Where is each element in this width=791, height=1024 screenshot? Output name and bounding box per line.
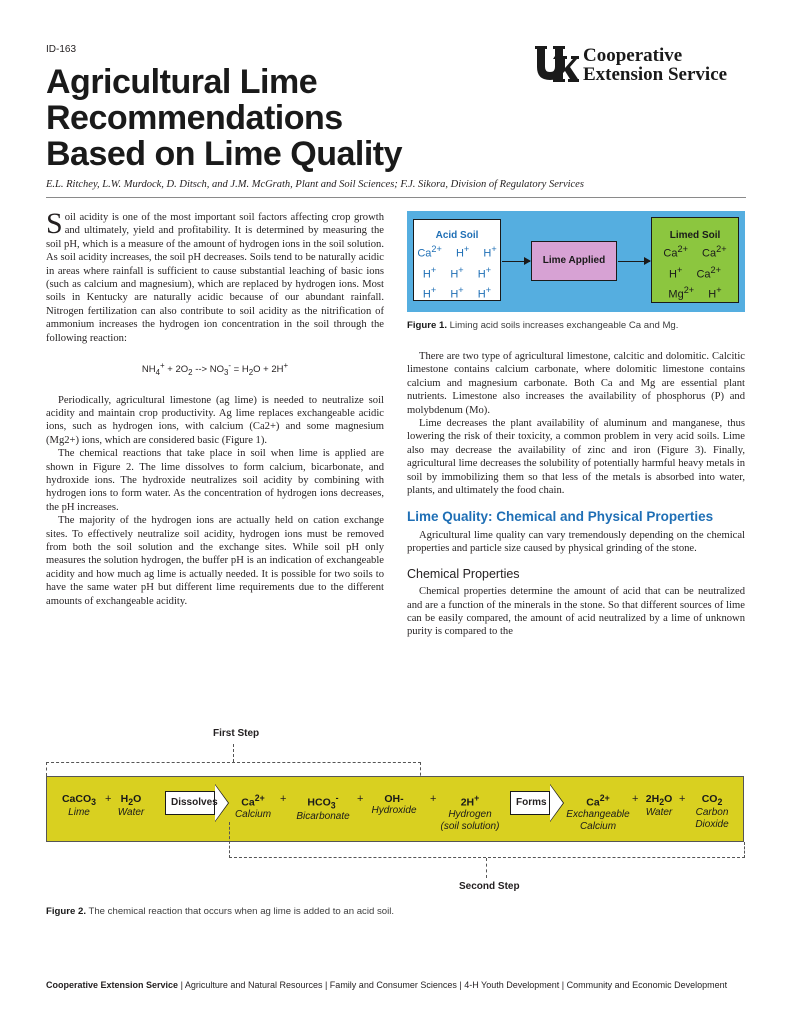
formula: OH- [384, 793, 404, 805]
limed-soil-ions: H+ $Ca^{2+}$ [669, 264, 721, 281]
reactant-lime [57, 793, 101, 819]
arrow-right-icon [502, 261, 530, 262]
body-paragraph: The chemical reactions that take place in soil when lime is applied are shown in Figure 2. The lime dissolves to form calcium, bicarbonate, and hydroxide ions. The hydroxide neutralizes soil acidity by combining with hydrogen ions to form water. As the concentration of hydrogen ions decreases, the pH increases. [46, 448, 384, 513]
product-exchangeable-calcium [561, 793, 635, 833]
header-divider [46, 197, 746, 198]
page-title [46, 64, 466, 172]
dashed-bracket [46, 762, 47, 776]
limed-soil-title: Limed Soil [669, 230, 721, 241]
extension-logo [533, 44, 748, 86]
limed-soil-ions: $Mg^{2+}$ H+ [668, 285, 722, 301]
logo-text-line1: Cooperative [583, 45, 683, 66]
intro-text: oil acidity is one of the most important soil factors affecting crop growth and ultimately, yield and profitability. It is determined by measuring the soil pH, which is a measure of the amount of hydrogen ions in the soil solution. As soil acidity increases, the soil pH decreases. Soils tend to be naturally acidic in areas where rainfall is sufficient to cause substantial leaching of basic ions (such as calcium and magnesium), which are replaced by hydrogen ions. Most soils in Kentucky are naturally acidic because of our abundant rainfall. Nitrogen fertilization can also contribute to soil acidity as the nitrification of ammonium increases the hydrogen ion concentration in the soil through the following reaction: [46, 212, 384, 344]
section-heading: Lime Quality: Chemical and Physical Properties [407, 509, 714, 525]
arrow-right-icon [618, 261, 650, 262]
formula: CaCO$_3$ [61, 793, 97, 808]
acid-soil-title: Acid Soil [435, 230, 479, 241]
drop-cap: S [46, 207, 63, 240]
right-column [407, 350, 745, 639]
body-paragraph: There are two type of agricultural limestone, calcitic and dolomitic. Calcitic limestone contains calcium carbonate, where dolomitic limestone contains calcium and magnesium carbonate. Both Ca and Mg are essential plant nutrients. Limestone also increases the availability of phosphorus (P) and molybdenum (Mo). [407, 351, 745, 416]
body-paragraph: Lime decreases the plant availability of aluminum and manganese, thus lowering the risk of their toxicity, a common problem in very acid soils. Lime also may decrease the availability of zinc and iron (Figure 3). Finally, agricultural lime decreases the solubility of potentially harmful heavy metals in soil by immobilizing them so that less of the metals is absorbed into water, plants, and ultimately the food chain. [407, 418, 745, 497]
formula: $CO_2$ [701, 793, 723, 808]
intro-paragraph [46, 207, 384, 345]
uk-logo-icon [533, 44, 579, 84]
figure-2-caption [46, 906, 394, 917]
figure-2-reaction-band [46, 776, 744, 842]
logo-text-line2: Extension Service [583, 64, 728, 85]
left-column [46, 207, 384, 608]
formula: $HCO_3^-$ [307, 793, 339, 811]
page-footer [46, 980, 746, 990]
limed-soil-ions: $Ca^{2+}$ $Ca^{2+}$ [663, 244, 727, 260]
subsection-heading: Chemical Properties [407, 566, 520, 581]
caption-label: Figure 1. [407, 320, 447, 331]
dashed-bracket [744, 842, 745, 858]
figure-1-diagram [407, 211, 745, 312]
body-paragraph: Agricultural lime quality can vary tremendously depending on the chemical properties and particle size caused by physical grinding of the stone. [407, 529, 745, 555]
footer-programs: | Agriculture and Natural Resources | Family and Consumer Sciences | 4-H Youth Development | Community and Economic Development [178, 980, 728, 990]
plus-sign: + [679, 793, 686, 805]
dissolves-label: Dissolves [171, 797, 218, 808]
body-paragraph: Chemical properties determine the amount of acid that can be neutralized and are a function of the minerals in the stone. So that different sources of lime can be easily compared, the amount of acid neutralized by a lime of unknown purity is compared to the [407, 586, 745, 638]
dashed-bracket [229, 857, 745, 858]
limed-soil-box [651, 217, 739, 303]
first-step-label: First Step [213, 728, 260, 739]
compound-name: Water [645, 807, 673, 819]
formula: $Ca^{2+}$ [586, 793, 610, 809]
acid-soil-ions: H+ H+ H+ [422, 285, 492, 301]
compound-name: Bicarbonate [296, 810, 350, 822]
compound-name: Hydrogen [448, 808, 492, 820]
formula: 2H+ [460, 793, 480, 809]
compound-name: Calcium [234, 808, 272, 820]
dashed-bracket [46, 762, 421, 763]
lime-applied-label: Lime Applied [542, 255, 606, 266]
product-carbon-dioxide [687, 793, 737, 831]
compound-name: Carbon [695, 807, 729, 819]
compound-name: Hydroxide [371, 805, 417, 816]
body-paragraph: The majority of the hydrogen ions are actually held on cation exchange sites. To effectively neutralize soil acidity, hydrogen ions must be removed from both the soil solution and the exchange sites. While soil pH only measures the solution hydrogen, the buffer pH is an indication of exchangeable acidity and how much ag lime is actually needed. It is possible for two soils to have the same water pH but different lime requirements due to the different amounts of exchangeable acidity. [46, 515, 384, 607]
second-step-label: Second Step [459, 881, 520, 892]
title-line: Agricultural Lime [46, 63, 318, 101]
compound-name: Water [117, 807, 145, 819]
acid-soil-ions: H+ H+ H+ [422, 264, 492, 281]
formula: $Ca^{2+}$ [241, 793, 265, 809]
compound-name: (soil solution) [440, 820, 500, 832]
forms-label: Forms [516, 797, 547, 808]
dashed-connector [233, 744, 234, 762]
dashed-bracket [229, 822, 230, 858]
dissolves-arrow [165, 791, 218, 815]
acid-soil-ions: $Ca^{2+}$ H+ H+ [417, 244, 497, 260]
product-calcium [230, 793, 276, 821]
reactant-hydrogen [437, 793, 503, 833]
nitrification-equation: $NH_4^+ + 2O_2$ --> $NO_3^- = H_2O + 2H^+$ [141, 361, 289, 378]
product-bicarbonate [291, 793, 355, 823]
document-id: ID-163 [46, 44, 77, 55]
body-paragraph: Periodically, agricultural limestone (ag lime) is needed to neutralize soil acidity and maintain crop productivity. Ag lime replaces exchangeable acidic ions, such as hydrogen ions, with calcium (Ca2+) and some magnesium (Mg2+) ions, which are considered basic (Figure 1). [46, 394, 384, 446]
product-hydroxide [369, 793, 419, 817]
compound-name: Calcium [579, 820, 617, 832]
formula: $2H_2O$ [645, 793, 673, 808]
plus-sign: + [632, 793, 639, 805]
reactant-water [113, 793, 149, 819]
formula: $H_2O$ [120, 793, 142, 808]
caption-label: Figure 2. [46, 906, 86, 917]
caption-text: Liming acid soils increases exchangeable Ca and Mg. [449, 320, 679, 331]
authors-line: E.L. Ritchey, L.W. Murdock, D. Ditsch, and J.M. McGrath, Plant and Soil Sciences; F.J. Sikora, Division of Regulatory Services [46, 179, 584, 190]
compound-name: Exchangeable [566, 808, 630, 820]
plus-sign: + [280, 793, 287, 805]
compound-name: Dioxide [695, 819, 729, 831]
forms-arrow [510, 791, 550, 815]
dashed-connector [486, 858, 487, 878]
title-line: Based on Lime Quality [46, 135, 403, 173]
plus-sign: + [430, 793, 437, 805]
compound-name: Lime [68, 807, 90, 819]
plus-sign: + [357, 793, 364, 805]
acid-soil-box [413, 219, 501, 301]
caption-text: The chemical reaction that occurs when ag lime is added to an acid soil. [88, 906, 395, 917]
footer-lead: Cooperative Extension Service [46, 980, 179, 990]
figure-1-caption [407, 320, 678, 331]
plus-sign: + [105, 793, 112, 805]
product-water [641, 793, 677, 819]
lime-applied-box [531, 241, 617, 281]
title-line: Recommendations [46, 99, 343, 137]
